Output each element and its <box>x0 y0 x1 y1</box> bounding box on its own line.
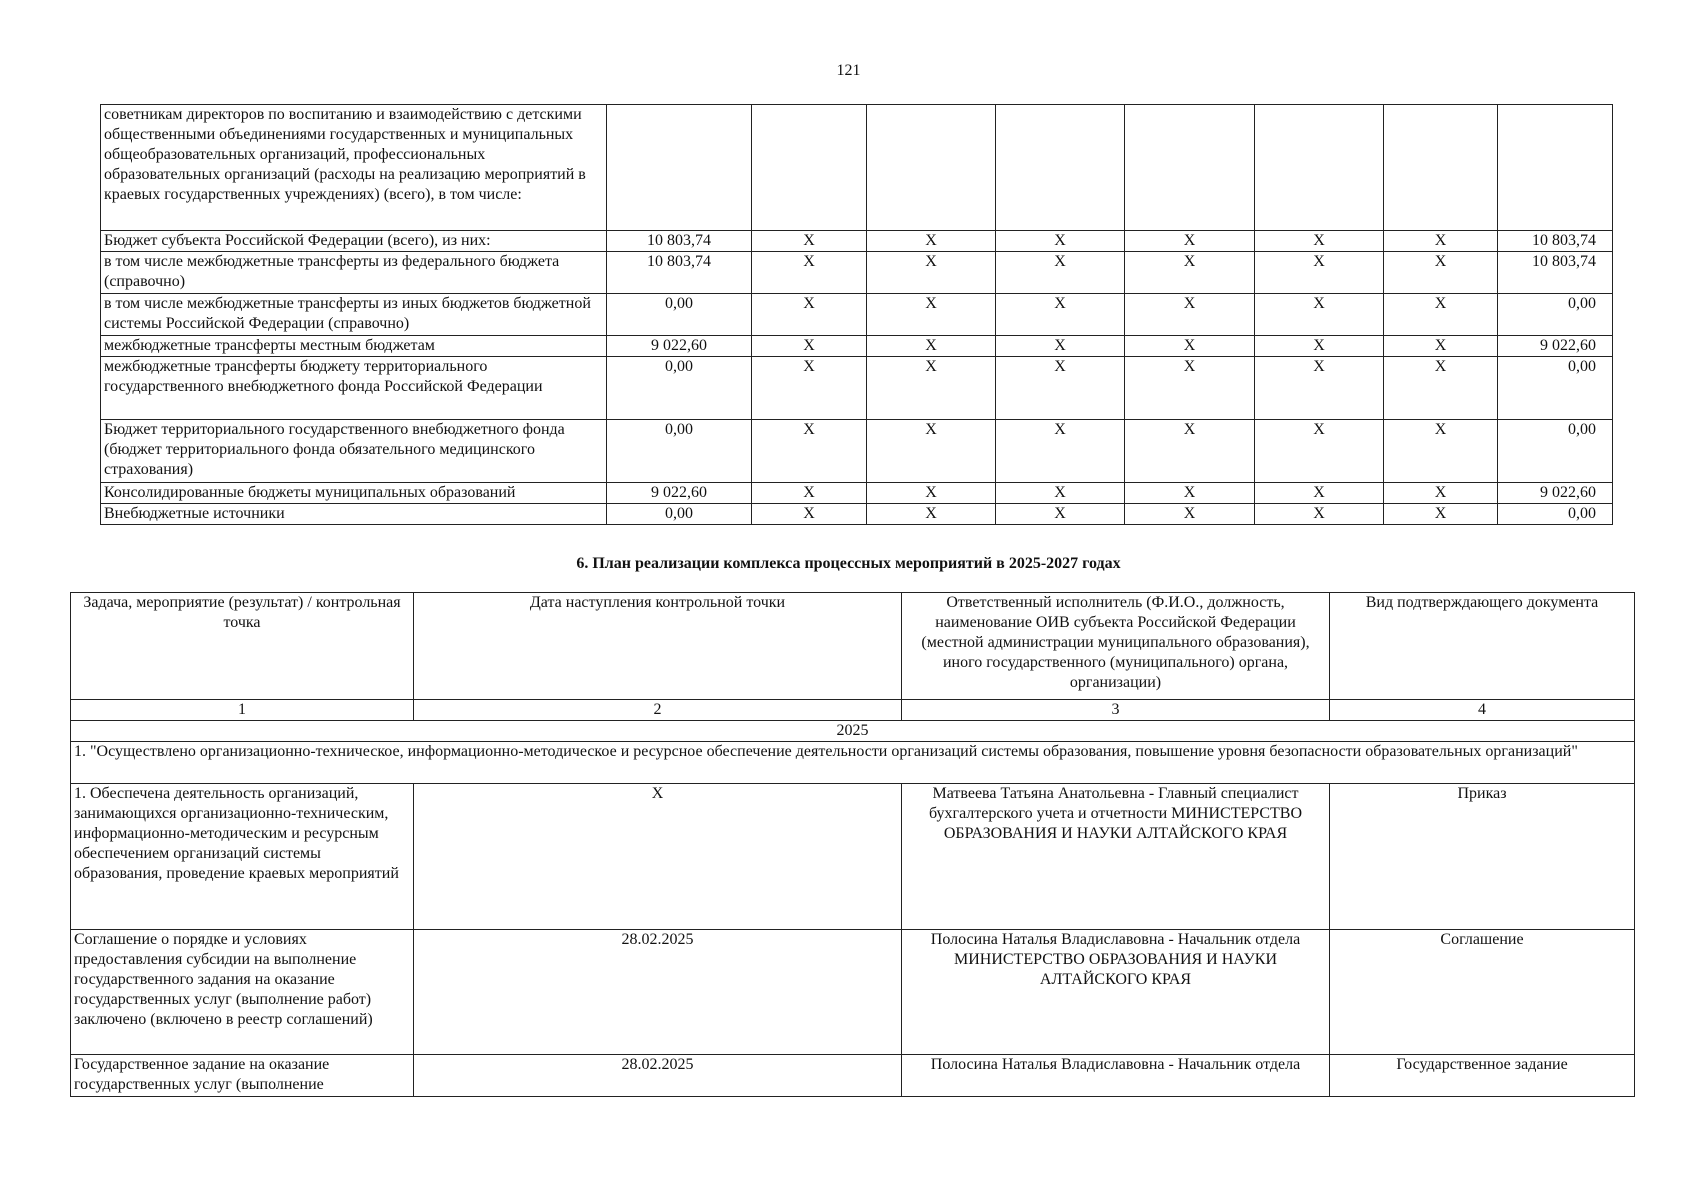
column-number: 4 <box>1330 700 1635 721</box>
header-date: Дата наступления контрольной точки <box>414 593 902 700</box>
total-cell: 10 803,74 <box>1498 252 1613 294</box>
x-mark-cell: X <box>1384 231 1498 252</box>
x-mark-cell: X <box>1125 504 1255 525</box>
x-mark-cell: X <box>867 336 996 357</box>
document-cell: Соглашение <box>1330 930 1635 1055</box>
document-cell: Приказ <box>1330 784 1635 930</box>
row-label: в том числе межбюджетные трансферты из иных бюджетов бюджетной системы Российской Федерации (справочно) <box>101 294 607 336</box>
section-title: 6. План реализации комплекса процессных мероприятий в 2025-2027 годах <box>576 555 1121 572</box>
total-cell: 0,00 <box>1498 420 1613 483</box>
plan-table <box>70 592 1635 1097</box>
x-mark-cell: X <box>1255 252 1384 294</box>
x-mark-cell: X <box>1255 420 1384 483</box>
total-cell: 9 022,60 <box>1498 483 1613 504</box>
value-cell: 0,00 <box>607 504 752 525</box>
row-label: межбюджетные трансферты местным бюджетам <box>101 336 607 357</box>
header-document: Вид подтверждающего документа <box>1330 593 1635 700</box>
x-mark-cell: X <box>1125 483 1255 504</box>
x-mark-cell: X <box>996 294 1125 336</box>
responsible-cell: Полосина Наталья Владиславовна - Начальник отдела <box>902 1055 1330 1097</box>
date-cell: 28.02.2025 <box>414 930 902 1055</box>
column-number: 1 <box>71 700 414 721</box>
x-mark-cell: X <box>867 420 996 483</box>
column-number-row <box>71 700 1635 721</box>
x-mark-cell: X <box>996 420 1125 483</box>
value-cell: 10 803,74 <box>607 252 752 294</box>
x-mark-cell: X <box>867 504 996 525</box>
total-cell: 10 803,74 <box>1498 231 1613 252</box>
responsible-cell: Матвеева Татьяна Анатольевна - Главный специалист бухгалтерского учета и отчетности МИНИСТЕРСТВО ОБРАЗОВАНИЯ И НАУКИ АЛТАЙСКОГО КРАЯ <box>902 784 1330 930</box>
table-row <box>71 784 1635 930</box>
x-mark-cell: X <box>752 252 867 294</box>
total-cell: 9 022,60 <box>1498 336 1613 357</box>
x-mark-cell: X <box>867 357 996 420</box>
x-mark-cell: X <box>1384 336 1498 357</box>
finance-row <box>101 357 1613 420</box>
event-cell: 1. Обеспечена деятельность организаций, занимающихся организационно-техническим, информационно-методическим и ресурсным обеспечением организаций системы образования, проведение краевых мероприятий <box>71 784 414 930</box>
column-number: 2 <box>414 700 902 721</box>
x-mark-cell: X <box>752 336 867 357</box>
total-cell: 0,00 <box>1498 504 1613 525</box>
document-cell: Государственное задание <box>1330 1055 1635 1097</box>
value-cell: 9 022,60 <box>607 483 752 504</box>
value-cell: 0,00 <box>607 294 752 336</box>
x-mark-cell: X <box>1255 294 1384 336</box>
x-mark-cell <box>1255 105 1384 231</box>
column-number: 3 <box>902 700 1330 721</box>
x-mark-cell: X <box>996 357 1125 420</box>
plan-header-row <box>71 593 1635 700</box>
x-mark-cell: X <box>1384 357 1498 420</box>
finance-row <box>101 336 1613 357</box>
value-cell: 10 803,74 <box>607 231 752 252</box>
x-mark-cell <box>996 105 1125 231</box>
x-mark-cell: X <box>1384 504 1498 525</box>
x-mark-cell: X <box>867 483 996 504</box>
header-task: Задача, мероприятие (результат) / контрольная точка <box>71 593 414 700</box>
row-label: в том числе межбюджетные трансферты из федерального бюджета (справочно) <box>101 252 607 294</box>
total-cell <box>1498 105 1613 231</box>
value-cell: 9 022,60 <box>607 336 752 357</box>
x-mark-cell: X <box>752 483 867 504</box>
x-mark-cell: X <box>752 294 867 336</box>
task-label: 1. "Осуществлено организационно-техническое, информационно-методическое и ресурсное обеспечение деятельности организаций системы образования, повышение уровня безопасности образовательных организаций" <box>71 742 1635 784</box>
row-label: Бюджет территориального государственного внебюджетного фонда (бюджет территориального фонда обязательного медицинского страхования) <box>101 420 607 483</box>
x-mark-cell: X <box>867 231 996 252</box>
x-mark-cell: X <box>1125 336 1255 357</box>
total-cell: 0,00 <box>1498 357 1613 420</box>
x-mark-cell: X <box>1125 294 1255 336</box>
x-mark-cell: X <box>1125 420 1255 483</box>
x-mark-cell: X <box>867 294 996 336</box>
header-responsible: Ответственный исполнитель (Ф.И.О., должность, наименование ОИВ субъекта Российской Федерации (местной администрации муниципального образования), иного государственного (муниципального) органа, организации) <box>902 593 1330 700</box>
task-row <box>71 742 1635 784</box>
x-mark-cell: X <box>1125 357 1255 420</box>
date-cell: 28.02.2025 <box>414 1055 902 1097</box>
x-mark-cell: X <box>1255 483 1384 504</box>
event-cell: Соглашение о порядке и условиях предоставления субсидии на выполнение государственного задания на оказание государственных услуг (выполнение работ) заключено (включено в реестр соглашений) <box>71 930 414 1055</box>
finance-row <box>101 483 1613 504</box>
x-mark-cell: X <box>752 504 867 525</box>
row-label: Консолидированные бюджеты муниципальных образований <box>101 483 607 504</box>
row-label: советникам директоров по воспитанию и взаимодействию с детскими общественными объединениями государственных и муниципальных общеобразовательных организаций, профессиональных образовательных организаций (расходы на реализацию мероприятий в краевых государственных учреждениях) (всего), в том числе: <box>101 105 607 231</box>
year-label: 2025 <box>71 721 1635 742</box>
x-mark-cell: X <box>996 504 1125 525</box>
x-mark-cell: X <box>1384 420 1498 483</box>
row-label: Бюджет субъекта Российской Федерации (всего), из них: <box>101 231 607 252</box>
total-cell: 0,00 <box>1498 294 1613 336</box>
x-mark-cell: X <box>752 357 867 420</box>
event-cell: Государственное задание на оказание государственных услуг (выполнение <box>71 1055 414 1097</box>
date-cell: X <box>414 784 902 930</box>
x-mark-cell <box>1125 105 1255 231</box>
finance-row <box>101 504 1613 525</box>
page-number: 121 <box>836 62 861 79</box>
x-mark-cell: X <box>996 252 1125 294</box>
x-mark-cell <box>1384 105 1498 231</box>
x-mark-cell: X <box>1384 483 1498 504</box>
x-mark-cell: X <box>1255 504 1384 525</box>
row-label: Внебюджетные источники <box>101 504 607 525</box>
value-cell: 0,00 <box>607 420 752 483</box>
x-mark-cell: X <box>752 231 867 252</box>
value-cell: 0,00 <box>607 357 752 420</box>
x-mark-cell: X <box>1255 357 1384 420</box>
table-row <box>71 1055 1635 1097</box>
finance-row <box>101 231 1613 252</box>
x-mark-cell: X <box>1384 252 1498 294</box>
finance-row <box>101 294 1613 336</box>
year-row <box>71 721 1635 742</box>
finance-row <box>101 252 1613 294</box>
x-mark-cell: X <box>1255 231 1384 252</box>
x-mark-cell: X <box>996 231 1125 252</box>
x-mark-cell <box>752 105 867 231</box>
finance-row <box>101 420 1613 483</box>
finance-table <box>100 104 1613 525</box>
finance-row <box>101 105 1613 231</box>
row-label: межбюджетные трансферты бюджету территориального государственного внебюджетного фонда Российской Федерации <box>101 357 607 420</box>
x-mark-cell <box>867 105 996 231</box>
x-mark-cell: X <box>996 483 1125 504</box>
table-row <box>71 930 1635 1055</box>
x-mark-cell: X <box>752 420 867 483</box>
x-mark-cell: X <box>867 252 996 294</box>
value-cell <box>607 105 752 231</box>
responsible-cell: Полосина Наталья Владиславовна - Начальник отдела МИНИСТЕРСТВО ОБРАЗОВАНИЯ И НАУКИ АЛТАЙСКОГО КРАЯ <box>902 930 1330 1055</box>
x-mark-cell: X <box>1125 231 1255 252</box>
x-mark-cell: X <box>1384 294 1498 336</box>
x-mark-cell: X <box>1255 336 1384 357</box>
x-mark-cell: X <box>1125 252 1255 294</box>
x-mark-cell: X <box>996 336 1125 357</box>
